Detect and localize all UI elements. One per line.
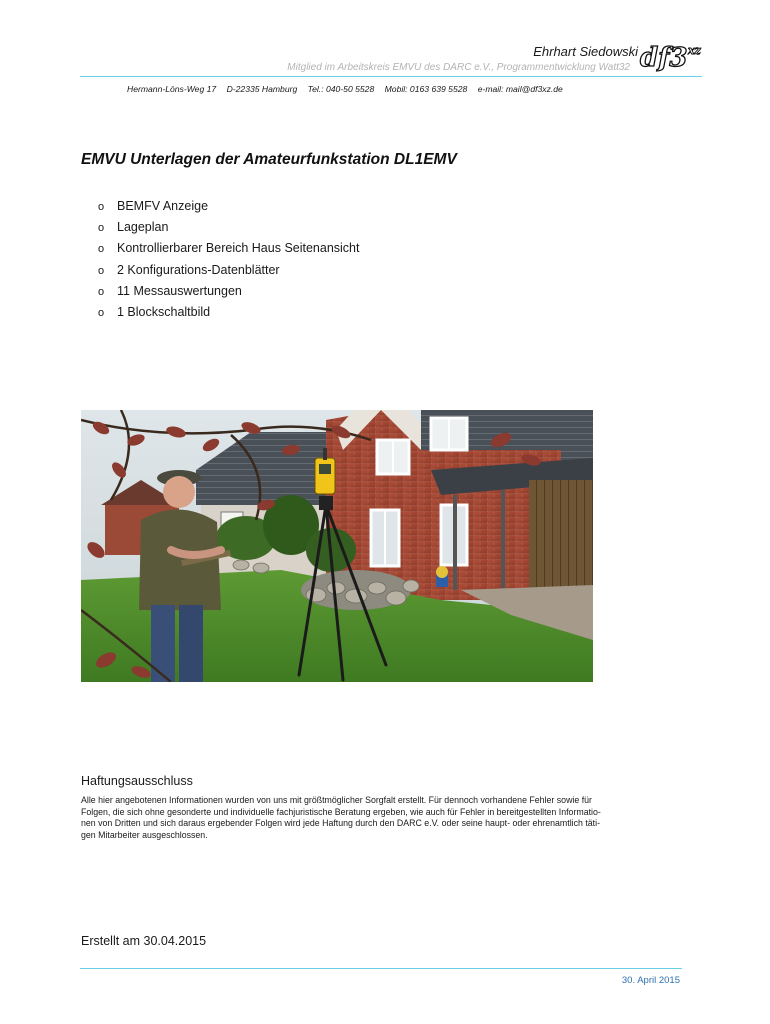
list-item-label: Kontrollierbarer Bereich Haus Seitenansicht (117, 241, 360, 256)
contact-city: D-22335 Hamburg (226, 84, 298, 94)
bullet: o (98, 285, 105, 298)
svg-text:df3: df3 (640, 43, 688, 73)
bullet: o (98, 243, 105, 256)
measurement-photo-illustration (81, 410, 593, 682)
list-item-label: 11 Messauswertungen (117, 283, 242, 298)
author-name: Ehrhart Siedowski (533, 44, 638, 59)
disclaimer-line: Folgen, die sich ohne gesonderte und individuelle fachjuristische Beratung ergeben, wie auch für Fehler in bereitgestellten Informatio- (81, 806, 601, 817)
contact-mobile: Mobil: 0163 639 5528 (384, 84, 468, 94)
creation-date: Erstellt am 30.04.2015 (81, 934, 207, 948)
header-rule (80, 76, 702, 77)
disclaimer-heading: Haftungsausschluss (81, 774, 193, 788)
callsign-logo (636, 36, 708, 76)
contact-address: Hermann-Löns-Weg 17 (127, 84, 217, 94)
bullet: o (98, 222, 105, 235)
list-item-label: 1 Blockschaltbild (117, 304, 211, 319)
contact-line (127, 84, 571, 94)
list-item (98, 260, 360, 281)
list-item-label: Lageplan (117, 220, 169, 235)
document-list (98, 196, 360, 323)
bullet: o (98, 306, 105, 319)
disclaimer-line: nen von Dritten und sich daraus ergebender Folgen wird jede Haftung durch den DARC e.V. oder seine haupt- oder ehrenamtlich täti- (81, 818, 600, 829)
contact-phone: Tel.: 040-50 5528 (307, 84, 375, 94)
svg-text:xz: xz (688, 44, 701, 57)
contact-email: e-mail: mail@df3xz.de (477, 84, 563, 94)
footer-rule (80, 968, 682, 969)
bullet: o (98, 201, 105, 213)
author-affiliation: Mitglied im Arbeitskreis EMVU des DARC e.V., Programmentwicklung Watt32 (287, 62, 630, 73)
list-item (98, 217, 360, 238)
bullet: o (98, 264, 105, 277)
document-title: EMVU Unterlagen der Amateurfunkstation DL1EMV (81, 151, 457, 168)
disclaimer-text (81, 795, 696, 841)
list-item (98, 238, 360, 259)
list-item-label: 2 Konfigurations-Datenblätter (117, 262, 280, 277)
disclaimer-line: gen Mitarbeiter ausgeschlossen. (81, 829, 208, 840)
list-item (98, 302, 360, 323)
measurement-photo (81, 410, 593, 682)
disclaimer-line: Alle hier angebotenen Informationen wurden von uns mit größtmöglicher Sorgfalt erstellt. Für dennoch vorhandene Fehler sowie für (81, 795, 592, 805)
list-item-label: BEMFV Anzeige (117, 199, 209, 213)
list-item (98, 196, 360, 217)
list-item (98, 281, 360, 302)
footer-date: 30. April 2015 (621, 975, 680, 986)
